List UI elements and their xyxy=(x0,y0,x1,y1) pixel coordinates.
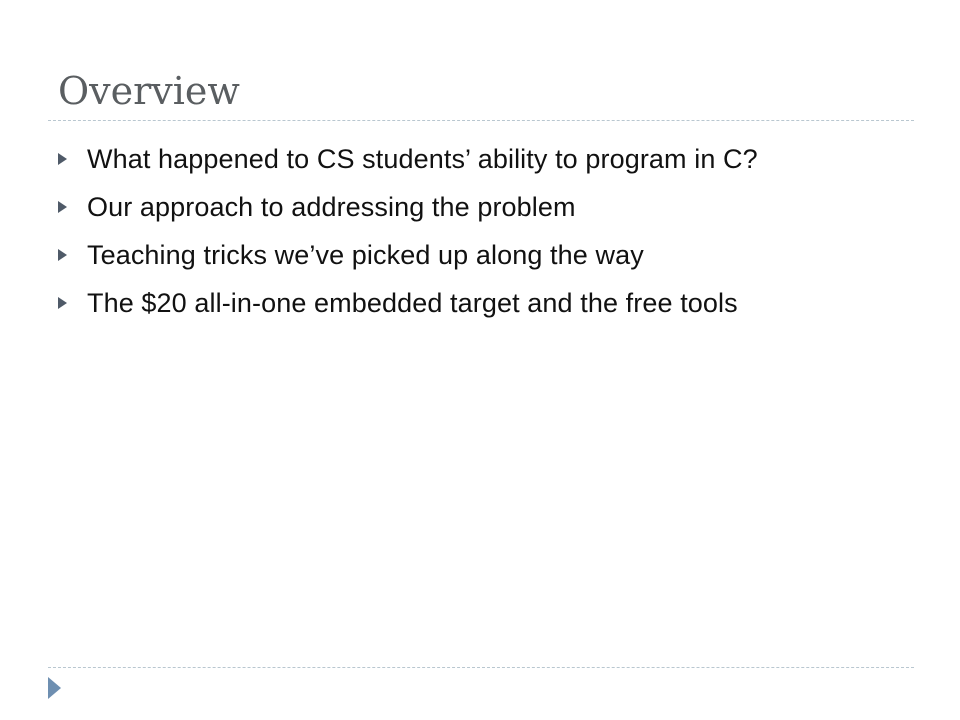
bullet-text: What happened to CS students’ ability to program in C? xyxy=(87,143,758,174)
bullet-item xyxy=(58,231,758,279)
bullet-item xyxy=(58,279,758,327)
bullet-item xyxy=(58,183,758,231)
footer-divider xyxy=(48,667,914,668)
bullet-text: The $20 all-in-one embedded target and the free tools xyxy=(87,287,738,318)
bullet-item xyxy=(58,135,758,183)
bullet-list xyxy=(58,135,758,327)
title-divider xyxy=(48,120,914,121)
bullet-text: Our approach to addressing the problem xyxy=(87,191,576,222)
triangle-right-icon xyxy=(58,297,67,309)
triangle-right-icon xyxy=(58,201,67,213)
next-slide-icon[interactable] xyxy=(48,677,61,699)
slide-title: Overview xyxy=(58,69,240,113)
triangle-right-icon xyxy=(58,249,67,261)
triangle-right-icon xyxy=(58,153,67,165)
bullet-text: Teaching tricks we’ve picked up along the way xyxy=(87,239,644,270)
